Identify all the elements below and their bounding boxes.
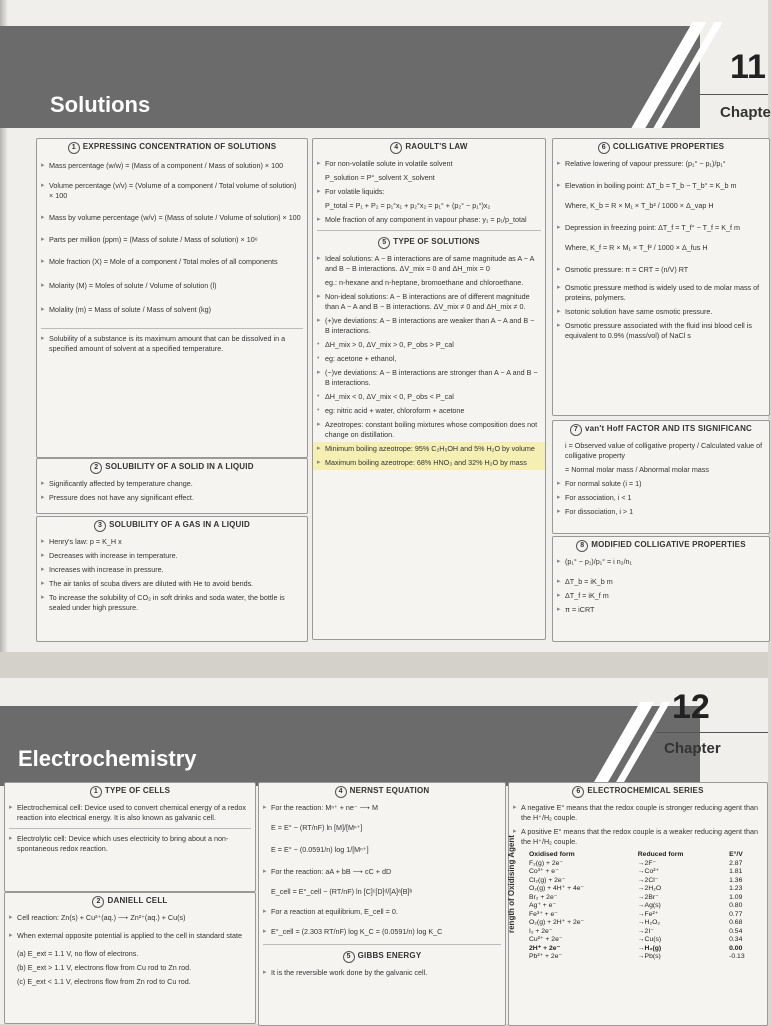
list-item: ▸ It is the reversible work done by the galvanic cell. <box>259 966 505 980</box>
list-item: • eg: nitric acid + water, chloroform + acetone <box>313 404 545 418</box>
table-cell: 1.36 <box>729 876 743 884</box>
list-item: ▸ Cell reaction: Zn(s) + Cu²⁺(aq.) ⟶ Zn²⁺(aq.) + Cu(s) <box>5 911 255 929</box>
formula-mass-by-volume: ▸ Mass by volume percentage (w/v) = (Mass of solute / Volume of solution) × 100 <box>37 211 307 233</box>
formula-mole-fraction: ▸ Mole fraction (X) = Mole of a component / Total moles of all components <box>37 255 307 279</box>
divider <box>9 828 251 829</box>
list-item: ▸ Electrolytic cell: Device which uses electricity to bring about a non-spontaneous redox reaction. <box>5 832 255 856</box>
table-row <box>527 877 763 886</box>
table-header-row <box>527 851 763 860</box>
list-item: ▸ Pressure does not have any significant effect. <box>37 491 307 505</box>
list-item: (b) E_ext > 1.1 V, electrons flow from Cu rod to Zn rod. <box>17 963 192 972</box>
table-cell: I₂ + 2e⁻ <box>529 927 553 935</box>
list-item: ▸ For normal solute (i = 1) <box>553 477 769 491</box>
axis-label: rength of Oxidising Agent <box>507 835 516 933</box>
list-item: ▸ Maximum boiling azeotrope: 68% HNO₃ and 32% H₂O by mass <box>313 456 545 470</box>
table-cell: F₂(g) + 2e⁻ <box>529 859 563 867</box>
table-cell: 0.54 <box>729 927 743 935</box>
formula: E_cell = E°_cell − (RT/nF) ln [C]ᶜ[D]ᵈ/[A]ᵃ[B]ᵇ <box>271 887 413 896</box>
list-item: ▸ Mole fraction of any component in vapour phase: y₁ = p₁/p_total <box>313 213 545 227</box>
table-cell: Br₂ + 2e⁻ <box>529 893 558 901</box>
table-cell: →Cu(s) <box>637 936 662 943</box>
list-item: ▸ For the reaction: aA + bB ⟶ cC + dD <box>259 865 505 885</box>
table-row <box>527 919 763 928</box>
section-heading: 4 NERNST EQUATION <box>259 783 505 801</box>
electrochemical-series-table <box>527 851 763 962</box>
section-heading: 4 RAOULT'S LAW <box>313 139 545 157</box>
section-daniell-cell <box>4 892 256 1024</box>
table-row <box>527 945 763 954</box>
table-body <box>527 860 763 962</box>
table-cell: 0.34 <box>729 936 743 943</box>
table-cell: 0.80 <box>729 902 743 909</box>
table-row <box>527 928 763 937</box>
list-item: ▸ (−)ve deviations: A − B interactions are stronger than A − A and B − B interactions. <box>313 366 545 390</box>
list-item: ▸ (p₁° − p₁)/p₁° = i n₂/n₁ <box>553 555 769 575</box>
table-cell: →Pb(s) <box>637 953 661 960</box>
formula: P_total = P₁ + P₂ = p₁°x₁ + p₂°x₂ = p₁° + (p₂° − p₁°)x₂ <box>325 201 491 210</box>
list-item: (a) E_ext = 1.1 V, no flow of electrons. <box>17 949 139 958</box>
list-item: ▸ Non-ideal solutions: A − B interactions are of different magnitude than A − A and B − B interactions. ΔV_mix ≠ 0 and ΔH_mix ≠ 0. <box>313 290 545 314</box>
section-expressing-concentration <box>36 138 308 458</box>
chapter-number: 11 <box>730 48 766 86</box>
formula: P_solution = P°_solvent X_solvent <box>325 173 435 182</box>
section-electrochemical-series <box>508 782 768 1026</box>
series-table-wrap <box>509 849 767 962</box>
formula-molarity: ▸ Molarity (M) = Moles of solute / Volume of solution (l) <box>37 279 307 303</box>
formula: = Normal molar mass / Abnormal molar mass <box>565 465 709 474</box>
table-cell: 2.87 <box>729 859 743 867</box>
table-cell: Cl₂(g) + 2e⁻ <box>529 876 566 884</box>
example: eg.: n-hexane and n-heptane, bromoethane and chloroethane. <box>325 278 524 287</box>
table-row <box>527 860 763 869</box>
list-item: ▸ Osmotic pressure: π = CRT = (n/V) RT <box>553 263 769 281</box>
table-cell: 0.68 <box>729 919 743 926</box>
list-item: • ΔH_mix < 0, ΔV_mix < 0, P_obs < P_cal <box>313 390 545 404</box>
table-row <box>527 902 763 911</box>
list-item: ▸ ΔT_b = iK_b m <box>553 575 769 589</box>
list-item: ▸ Ideal solutions: A − B interactions are of same magnitude as A − A and B − B interactions. ΔV_mix = 0 and ΔH_mix = 0 <box>313 252 545 276</box>
table-cell: Cu²⁺ + 2e⁻ <box>529 936 563 943</box>
section-solid-in-liquid <box>36 458 308 514</box>
formula: E = E° − (0.0591/n) log 1/[Mⁿ⁺] <box>271 845 369 854</box>
list-item: ▸ Electrochemical cell: Device used to convert chemical energy of a redox reaction into electrical energy. It is also known as galvanic cell. <box>5 801 255 825</box>
list-item: ▸ For the reaction: Mⁿ⁺ + ne⁻ ⟶ M <box>259 801 505 821</box>
section-heading: 5 GIBBS ENERGY <box>259 948 505 966</box>
formula-volume-percentage: ▸ Volume percentage (v/v) = (Volume of a component / Total volume of solution) × 100 <box>37 179 307 211</box>
section-heading: 6 COLLIGATIVE PROPERTIES <box>553 139 769 157</box>
section-modified-colligative <box>552 536 770 642</box>
section-nernst-equation <box>258 782 506 1026</box>
section-type-of-cells <box>4 782 256 892</box>
table-row <box>527 894 763 903</box>
section-heading: 8 MODIFIED COLLIGATIVE PROPERTIES <box>553 537 769 555</box>
chapter-rule <box>700 94 768 95</box>
table-cell: 1.23 <box>729 885 743 892</box>
table-row <box>527 953 763 962</box>
column-header: Oxidised form <box>529 851 575 858</box>
section-heading: 7 van't Hoff FACTOR AND ITS SIGNIFICANC <box>553 421 769 439</box>
table-cell: 0.77 <box>729 910 743 918</box>
list-item: ▸ A positive E° means that the redox couple is a weaker reducing agent than the H⁺/H₂ couple. <box>509 825 767 849</box>
list-item: ▸ Significantly affected by temperature change. <box>37 477 307 491</box>
chapter-banner <box>0 706 700 786</box>
formula: i = Observed value of colligative property / Calculated value of colligative property <box>565 441 763 460</box>
solubility-definition: ▸ Solubility of a substance is its maximum amount that can be dissolved in a specified amount of solvent at a specified temperature. <box>37 332 307 356</box>
list-item: ▸ A negative E° means that the redox couple is stronger reducing agent than the H⁺/H₂ couple. <box>509 801 767 825</box>
list-item: ▸ Minimum boiling azeotrope: 95% C₂H₅OH and 5% H₂O by volume <box>313 442 545 456</box>
table-cell: O₂(g) + 2H⁺ + 2e⁻ <box>529 919 585 926</box>
chapter-rule <box>656 732 768 733</box>
list-item: ▸ ΔT_f = iK_f m <box>553 589 769 603</box>
table-cell: 1.09 <box>729 893 743 901</box>
table-cell: →H₂(g) <box>637 944 662 952</box>
list-item: ▸ Decreases with increase in temperature. <box>37 549 307 563</box>
table-cell: →H₂O₂ <box>637 919 661 926</box>
table-cell: →2Cl⁻ <box>637 876 659 884</box>
table-cell: Fe³⁺ + e⁻ <box>529 910 558 918</box>
formula: Where, K_f = R × M₁ × T_f² / 1000 × Δ_fus H <box>565 243 708 252</box>
list-item: ▸ Henry's law: p = K_H x <box>37 535 307 549</box>
column-header: Reduced form <box>637 851 684 858</box>
section-heading: 5 TYPE OF SOLUTIONS <box>313 234 545 252</box>
list-item: ▸ Relative lowering of vapour pressure: (p₁° − p₁)/p₁° <box>553 157 769 179</box>
list-item: ▸ E°_cell = (2.303 RT/nF) log K_C = (0.0591/n) log K_C <box>259 925 505 941</box>
formula: Where, K_b = R × M₁ × T_b² / 1000 × Δ_vap H <box>565 201 714 210</box>
list-item: ▸ For non-volatile solute in volatile solvent <box>313 157 545 171</box>
divider <box>317 230 541 231</box>
formula-mass-percentage: ▸ Mass percentage (w/w) = (Mass of a component / Mass of solution) × 100 <box>37 157 307 179</box>
table-cell: 0.00 <box>729 944 743 952</box>
list-item: ▸ (+)ve deviations: A − B interactions are weaker than A − A and B − B interactions. <box>313 314 545 338</box>
table-cell: →Co²⁺ <box>637 868 660 875</box>
table-cell: -0.13 <box>729 953 745 960</box>
list-item: ▸ Elevation in boiling point: ΔT_b = T_b − T_b° = K_b m <box>553 179 769 199</box>
list-item: ▸ For dissociation, i > 1 <box>553 505 769 519</box>
section-heading: 3 SOLUBILITY OF A GAS IN A LIQUID <box>37 517 307 535</box>
section-heading: 1 TYPE OF CELLS <box>5 783 255 801</box>
divider <box>263 944 501 945</box>
table-cell: →2H₂O <box>637 885 662 892</box>
table-cell: →Fe²⁺ <box>637 910 659 918</box>
list-item: ▸ π = iCRT <box>553 603 769 617</box>
formula: E = E° − (RT/nF) ln [M]/[Mⁿ⁺] <box>271 823 363 832</box>
formula-ppm: ▸ Parts per million (ppm) = (Mass of solute / Mass of solution) × 10⁶ <box>37 233 307 255</box>
table-cell: Co³⁺ + e⁻ <box>529 868 559 875</box>
list-item: ▸ The air tanks of scuba divers are diluted with He to avoid bends. <box>37 577 307 591</box>
list-item: ▸ For a reaction at equilibrium, E_cell = 0. <box>259 905 505 925</box>
table-cell: →2Br⁻ <box>637 893 659 901</box>
table-row <box>527 885 763 894</box>
table-cell: 2H⁺ + 2e⁻ <box>529 944 561 952</box>
section-raoults-law <box>312 138 546 640</box>
chapter-label: Chapter <box>664 740 721 757</box>
list-item: ▸ For volatile liquids: <box>313 185 545 199</box>
section-heading: 1 EXPRESSING CONCENTRATION OF SOLUTIONS <box>37 139 307 157</box>
list-item: ▸ Depression in freezing point: ΔT_f = T_f° − T_f = K_f m <box>553 221 769 241</box>
table-cell: O₂(g) + 4H⁺ + 4e⁻ <box>529 885 585 892</box>
table-cell: 1.81 <box>729 868 743 875</box>
section-heading: 2 SOLUBILITY OF A SOLID IN A LIQUID <box>37 459 307 477</box>
list-item: (c) E_ext < 1.1 V, electrons flow from Zn rod to Cu rod. <box>17 977 191 986</box>
page-electrochemistry <box>0 678 768 1024</box>
section-heading: 6 ELECTROCHEMICAL SERIES <box>509 783 767 801</box>
table-row <box>527 936 763 945</box>
list-item: ▸ Isotonic solution have same osmotic pressure. <box>553 305 769 319</box>
table-row <box>527 911 763 920</box>
section-vant-hoff-factor <box>552 420 770 534</box>
column-header: E°/V <box>729 851 743 858</box>
list-item: • ΔH_mix > 0, ΔV_mix > 0, P_obs > P_cal <box>313 338 545 352</box>
page-gap <box>0 652 768 678</box>
section-colligative-properties <box>552 138 770 416</box>
chapter-title: Solutions <box>50 92 151 117</box>
list-item: ▸ Azeotropes: constant boiling mixtures whose composition does not change on distillation. <box>313 418 545 442</box>
table-cell: Ag⁺ + e⁻ <box>529 902 557 909</box>
list-item: ▸ To increase the solubility of CO₂ in soft drinks and soda water, the bottle is sealed under high pressure. <box>37 591 307 615</box>
table-cell: →2F⁻ <box>637 859 657 867</box>
chapter-banner <box>0 26 700 128</box>
chapter-title: Electrochemistry <box>18 746 197 771</box>
section-gas-in-liquid <box>36 516 308 642</box>
list-item: ▸ Osmotic pressure method is widely used to de molar mass of proteins, polymers. <box>553 281 769 305</box>
table-cell: →Ag(s) <box>637 902 661 909</box>
list-item: ▸ When external opposite potential is applied to the cell in standard state <box>5 929 255 947</box>
table-cell: →2I⁻ <box>637 927 654 935</box>
table-cell: Pb²⁺ + 2e⁻ <box>529 953 563 960</box>
chapter-number: 12 <box>672 688 710 726</box>
list-item: • eg: acetone + ethanol, <box>313 352 545 366</box>
list-item: ▸ For association, i < 1 <box>553 491 769 505</box>
list-item: ▸ Increases with increase in pressure. <box>37 563 307 577</box>
divider <box>41 328 303 329</box>
list-item: ▸ Osmotic pressure associated with the fluid insi blood cell is equivalent to 0.9% (mass/vol) of NaCl s <box>553 319 769 343</box>
formula-molality: ▸ Molality (m) = Mass of solute / Mass of solvent (kg) <box>37 303 307 325</box>
section-heading: 2 DANIELL CELL <box>5 893 255 911</box>
chapter-label: Chapte <box>720 104 771 121</box>
table-row <box>527 868 763 877</box>
